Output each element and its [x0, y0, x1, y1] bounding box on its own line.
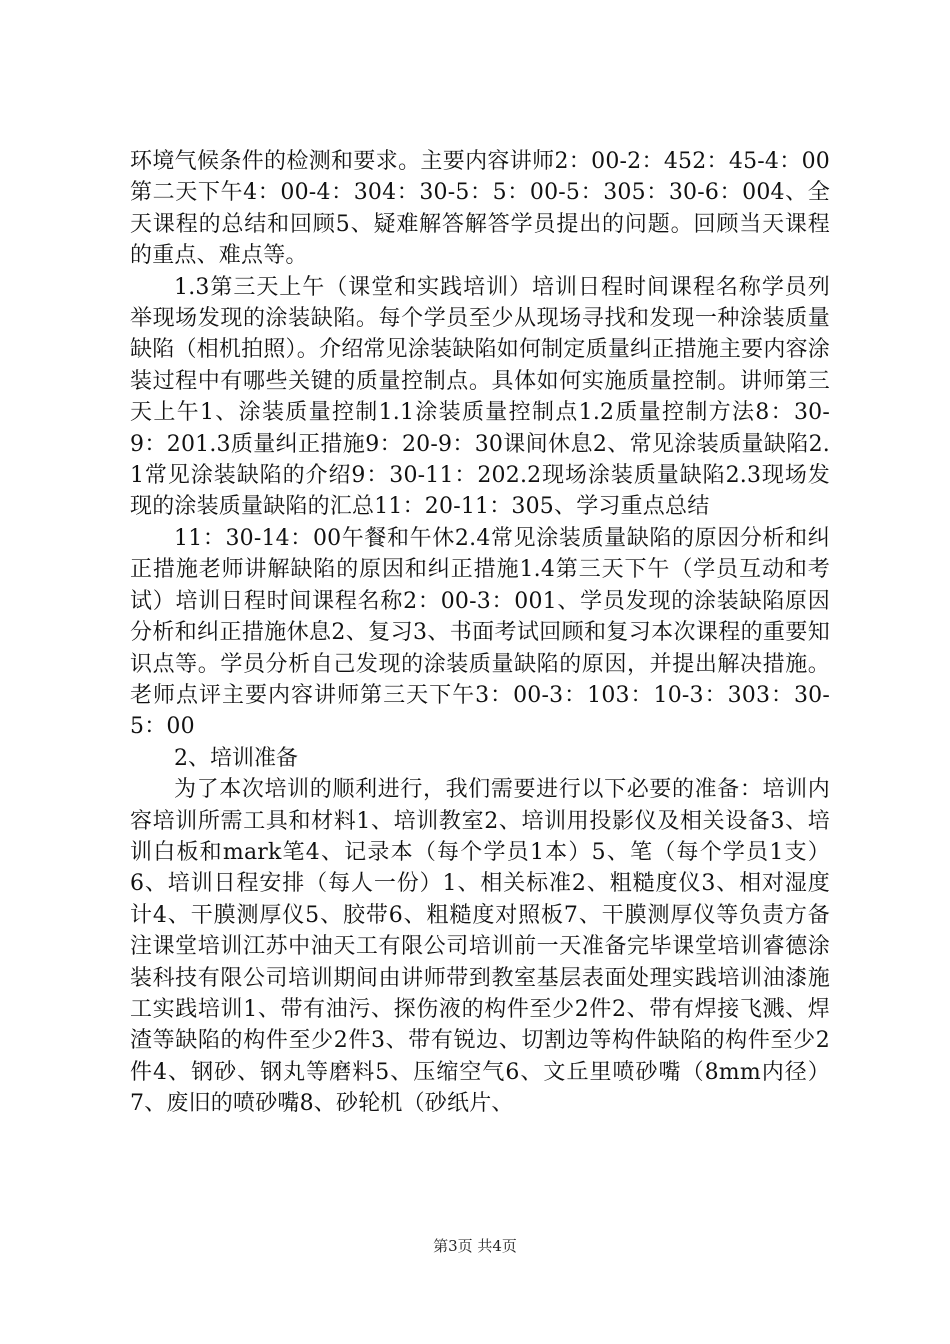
document-body: [130, 146, 830, 1120]
paragraph-day2-afternoon: 环境气候条件的检测和要求。主要内容讲师2：00-2：452：45-4：00第二天下午4：00-4：304：30-5：5：00-5：305：30-6：004、全天课程的总结和回顾5、疑难解答解答学员提出的问题。回顾当天课程的重点、难点等。: [130, 149, 830, 269]
paragraph-day3-morning: 1.3第三天上午（课堂和实践培训）培训日程时间课程名称学员列举现场发现的涂装缺陷。每个学员至少从现场寻找和发现一种涂装质量缺陷（相机拍照）。介绍常见涂装缺陷如何制定质量纠正措施主要内容涂装过程中有哪些关键的质量控制点。具体如何实施质量控制。讲师第三天上午1、涂装质量控制1.1涂装质量控制点1.2质量控制方法8：30-9：201.3质量纠正措施9：20-9：30课间休息2、常见涂装质量缺陷2.1常见涂装缺陷的介绍9：30-11：202.2现场涂装质量缺陷2.3现场发现的涂装质量缺陷的汇总11：20-11：305、学习重点总结: [130, 274, 830, 520]
page-number-footer: 第3页 共4页: [433, 1237, 517, 1255]
paragraph-training-prep: 为了本次培训的顺利进行，我们需要进行以下必要的准备：培训内容培训所需工具和材料1、培训教室2、培训用投影仪及相关设备3、培训白板和mark笔4、记录本（每个学员1本）5、笔（每个学员1支）6、培训日程安排（每人一份）1、相关标准2、粗糙度仪3、相对湿度计4、干膜测厚仪5、胶带6、粗糙度对照板7、干膜测厚仪等负责方备注课堂培训江苏中油天工有限公司培训前一天准备完毕课堂培训睿德涂装科技有限公司培训期间由讲师带到教室基层表面处理实践培训油漆施工实践培训1、带有油污、探伤液的构件至少2件2、带有焊接飞溅、焊渣等缺陷的构件至少2件3、带有锐边、切割边等构件缺陷的构件至少2件4、钢砂、钢丸等磨料5、压缩空气6、文丘里喷砂嘴（8mm内径）7、废旧的喷砂嘴8、砂轮机（砂纸片、: [130, 777, 830, 1117]
section-heading-training-prep: 2、培训准备: [174, 745, 298, 771]
paragraph-day3-afternoon: 11：30-14：00午餐和午休2.4常见涂装质量缺陷的原因分析和纠正措施老师讲解缺陷的原因和纠正措施1.4第三天下午（学员互动和考试）培训日程时间课程名称2：00-3：001、学员发现的涂装缺陷原因分析和纠正措施休息2、复习3、书面考试回顾和复习本次课程的重要知识点等。学员分析自己发现的涂装质量缺陷的原因，并提出解决措施。老师点评主要内容讲师第三天下午3：00-3：103：10-3：303：30-5：00: [130, 525, 830, 740]
